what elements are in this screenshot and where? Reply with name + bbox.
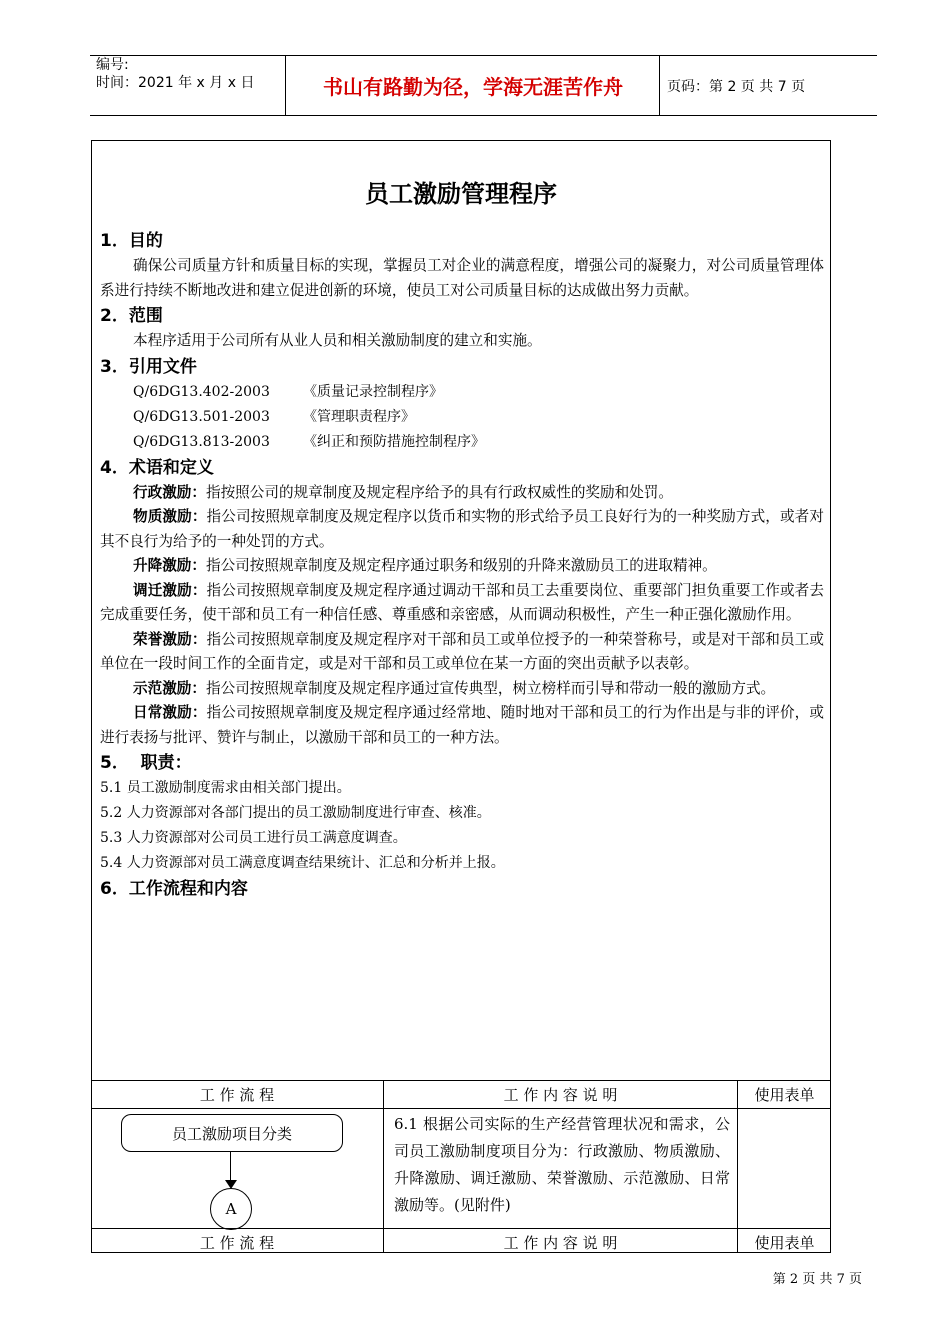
definition-text: 指公司按照规章制度及规定程序通过宣传典型，树立榜样而引导和带动一般的激励方式。 bbox=[205, 679, 776, 697]
responsibility-item: 5.3 人力资源部对公司员工进行员工满意度调查。 bbox=[100, 830, 407, 846]
definition-item bbox=[100, 481, 824, 506]
definition-item bbox=[100, 677, 824, 702]
table-content-cell: 6.1 根据公司实际的生产经营管理状况和需求，公司员工激励制度项目分为：行政激励、物质激励、升降激励、调迁激励、荣誉激励、示范激励、日常激励等。(见附件) bbox=[394, 1115, 730, 1214]
document-body bbox=[100, 228, 824, 902]
definition-item bbox=[100, 505, 824, 554]
reference-code: Q/6DG13.501-2003 bbox=[133, 408, 270, 425]
section-heading-purpose: 1．目的 bbox=[100, 231, 163, 251]
header-left bbox=[96, 56, 254, 92]
definition-term: 物质激励： bbox=[133, 508, 207, 525]
reference-name: 《管理职责程序》 bbox=[303, 408, 415, 425]
reference-name: 《质量记录控制程序》 bbox=[303, 383, 443, 400]
page-title: 员工激励管理程序 bbox=[365, 180, 557, 208]
reference-code: Q/6DG13.402-2003 bbox=[133, 383, 270, 400]
table-divider-2 bbox=[737, 1080, 738, 1253]
section-body-scope: 本程序适用于公司所有从业人员和相关激励制度的建立和实施。 bbox=[133, 332, 542, 349]
definition-term: 升降激励： bbox=[133, 557, 206, 574]
reference-name: 《纠正和预防措施控制程序》 bbox=[303, 433, 485, 450]
flow-connector-circle: A bbox=[210, 1188, 252, 1230]
definition-term: 荣誉激励： bbox=[133, 630, 207, 648]
header-divider-right bbox=[659, 56, 660, 115]
header-bottom-rule bbox=[90, 115, 877, 116]
reference-item bbox=[100, 430, 824, 455]
responsibility-item: 5.4 人力资源部对员工满意度调查结果统计、汇总和分析并上报。 bbox=[100, 855, 505, 871]
table-header-flow: 工 作 流 程 bbox=[199, 1086, 275, 1104]
document-date: 时间：2021 年 x 月 x 日 bbox=[96, 75, 255, 91]
section-heading-workflow: 6．工作流程和内容 bbox=[100, 879, 248, 899]
document-number-label: 编号: bbox=[96, 57, 129, 73]
reference-code: Q/6DG13.813-2003 bbox=[133, 433, 270, 450]
table-rule-row bbox=[91, 1228, 831, 1229]
table-divider-1 bbox=[383, 1080, 384, 1253]
definition-item bbox=[100, 579, 824, 628]
definition-item bbox=[100, 554, 824, 579]
table-header-flow-repeat: 工 作 流 程 bbox=[199, 1234, 275, 1252]
table-header-forms: 使用表单 bbox=[754, 1086, 815, 1104]
definition-text: 指按照公司的规章制度及规定程序给予的具有行政权威性的奖励和处罚。 bbox=[205, 483, 673, 501]
responsibility-item: 5.1 员工激励制度需求由相关部门提出。 bbox=[100, 780, 351, 796]
section-body-purpose: 确保公司质量方针和质量目标的实现，掌握员工对企业的满意程度，增强公司的凝聚力，对公司质量管理体系进行持续不断地改进和建立促进创新的环境，使员工对公司质量目标的达成做出努力贡献。 bbox=[100, 257, 824, 299]
section-heading-responsibilities: 5． 职责： bbox=[100, 753, 192, 773]
table-rule-header bbox=[91, 1108, 831, 1109]
table-header-forms-repeat: 使用表单 bbox=[754, 1234, 815, 1252]
definition-text: 指公司按照规章制度及规定程序通过调动干部和员工去重要岗位、重要部门担负重要工作或者去完成重要任务，使干部和员工有一种信任感、尊重感和亲密感，从而调动积极性，产生一种正强化激励作用。 bbox=[100, 581, 824, 623]
definition-item bbox=[100, 701, 824, 750]
reference-item bbox=[100, 380, 824, 405]
definition-term: 示范激励： bbox=[133, 679, 206, 697]
definition-term: 日常激励： bbox=[133, 704, 207, 721]
flow-step-box: 员工激励项目分类 bbox=[121, 1114, 343, 1152]
header-motto: 书山有路勤为径，学海无涯苦作舟 bbox=[323, 75, 623, 99]
section-heading-definitions: 4．术语和定义 bbox=[100, 457, 214, 478]
definition-term: 调迁激励： bbox=[133, 581, 207, 599]
definition-text: 指公司按照规章制度及规定程序对干部和员工或单位授予的一种荣誉称号，或是对干部和员工或单位在一段时间工作的全面肯定，或是对干部和员工或单位在某一方面的突出贡献予以表彰。 bbox=[100, 630, 824, 672]
definition-text: 指公司按照规章制度及规定程序通过经常地、随时地对干部和员工的行为作出是与非的评价，或进行表扬与批评、赞许与制止，以激励干部和员工的一种方法。 bbox=[100, 704, 824, 746]
table-header-content: 工 作 内 容 说 明 bbox=[503, 1086, 618, 1104]
header-divider-left bbox=[285, 56, 286, 115]
table-header-content-repeat: 工 作 内 容 说 明 bbox=[503, 1234, 618, 1252]
definition-item bbox=[100, 628, 824, 677]
reference-item bbox=[100, 405, 824, 430]
table-rule-top bbox=[91, 1080, 831, 1081]
section-heading-scope: 2．范围 bbox=[100, 306, 163, 326]
responsibility-item: 5.2 人力资源部对各部门提出的员工激励制度进行审查、核准。 bbox=[100, 805, 491, 821]
section-heading-references: 3．引用文件 bbox=[100, 356, 197, 377]
definition-text: 指公司按照规章制度及规定程序通过职务和级别的升降来激励员工的进取精神。 bbox=[205, 557, 717, 574]
definition-term: 行政激励： bbox=[133, 483, 206, 501]
definition-text: 指公司按照规章制度及规定程序以货币和实物的形式给予员工良好行为的一种奖励方式，或者对其不良行为给予的一种处罚的方式。 bbox=[100, 508, 824, 550]
header-page-number: 页码：第 2 页 共 7 页 bbox=[667, 78, 806, 95]
footer-page-number: 第 2 页 共 7 页 bbox=[772, 1272, 862, 1287]
